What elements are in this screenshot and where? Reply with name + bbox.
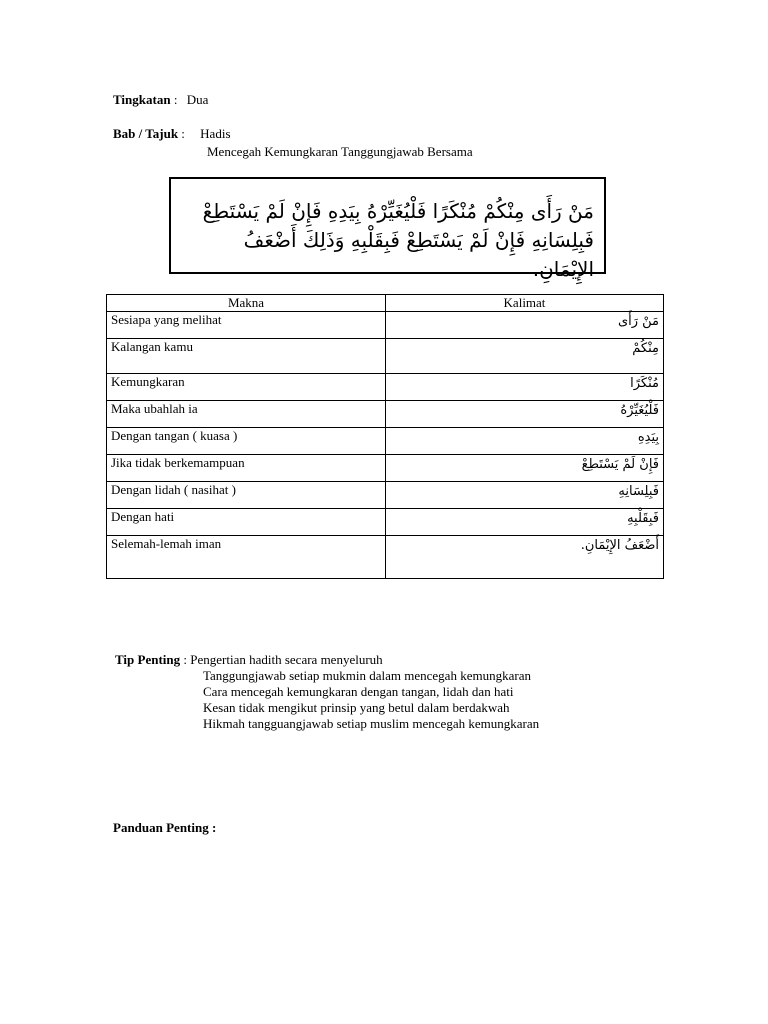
tip-line: Cara mencegah kemungkaran dengan tangan, lidah dan hati [203,684,514,699]
hadith-text: مَنْ رَأَى مِنْكُمْ مُنْكَرًا فَلْيُغَيِّرْهُ بِيَدِهِ فَإِنْ لَمْ يَسْتَطِعْ فَبِلِسَانِهِ فَإِنْ لَمْ يَسْتَطِعْ فَبِقَلْبِهِ وَذَلِكَ أَضْعَفُ الإِيْمَانِ. [202,199,594,281]
makna-cell: Kalangan kamu [107,339,386,374]
table-row [107,401,664,428]
kalimat-cell: مِنْكُمْ [386,339,664,374]
table-row [107,455,664,482]
hadith-box [169,177,606,281]
bab-line [113,126,231,142]
vocabulary-table [106,294,664,579]
tips-label: Tip Penting [115,652,181,667]
kalimat-cell: فَلْيُغَيِّرْهُ [386,401,664,428]
table-row [107,482,664,509]
header-makna: Makna [107,295,386,312]
panduan-label: Panduan Penting : [113,820,217,835]
makna-cell: Sesiapa yang melihat [107,312,386,339]
bab-separator: : [178,126,185,141]
kalimat-cell: أَضْعَفُ الإِيْمَانِ. [386,536,664,579]
tingkatan-label: Tingkatan [113,92,171,107]
makna-cell: Selemah-lemah iman [107,536,386,579]
kalimat-cell: فَبِلِسَانِهِ [386,482,664,509]
makna-cell: Kemungkaran [107,374,386,401]
tip-text: Pengertian hadith secara menyeluruh [190,652,383,667]
table-row [107,312,664,339]
tip-line: Kesan tidak mengikut prinsip yang betul dalam berdakwah [203,700,510,715]
makna-cell: Maka ubahlah ia [107,401,386,428]
kalimat-cell: بِيَدِهِ [386,428,664,455]
table-row [107,339,664,374]
kalimat-cell: مَنْ رَأَى [386,312,664,339]
bab-label: Bab / Tajuk [113,126,179,141]
tingkatan-separator: : [170,92,178,107]
tingkatan-line [113,92,208,108]
makna-cell: Dengan lidah ( nasihat ) [107,482,386,509]
tip-line: Tanggungjawab setiap mukmin dalam mencegah kemungkaran [203,668,531,683]
kalimat-cell: مُنْكَرًا [386,374,664,401]
table-row [107,536,664,579]
tip-line: Hikmah tangguangjawab setiap muslim mencegah kemungkaran [203,716,540,731]
bab-value: Hadis [200,126,231,141]
table-row [107,374,664,401]
kalimat-cell: فَإِنْ لَمْ يَسْتَطِعْ [386,455,664,482]
makna-cell: Jika tidak berkemampuan [107,455,386,482]
header-kalimat: Kalimat [386,295,664,312]
tip-line [115,652,383,668]
kalimat-cell: فَبِقَلْبِهِ [386,509,664,536]
panduan-heading [113,820,216,836]
tingkatan-value: Dua [186,92,209,107]
bab-subtitle: Mencegah Kemungkaran Tanggungjawab Bersama [207,144,473,159]
table-row [107,428,664,455]
table-header-row [107,295,664,312]
makna-cell: Dengan hati [107,509,386,536]
table-row [107,509,664,536]
tips-separator: : [180,652,191,667]
makna-cell: Dengan tangan ( kuasa ) [107,428,386,455]
